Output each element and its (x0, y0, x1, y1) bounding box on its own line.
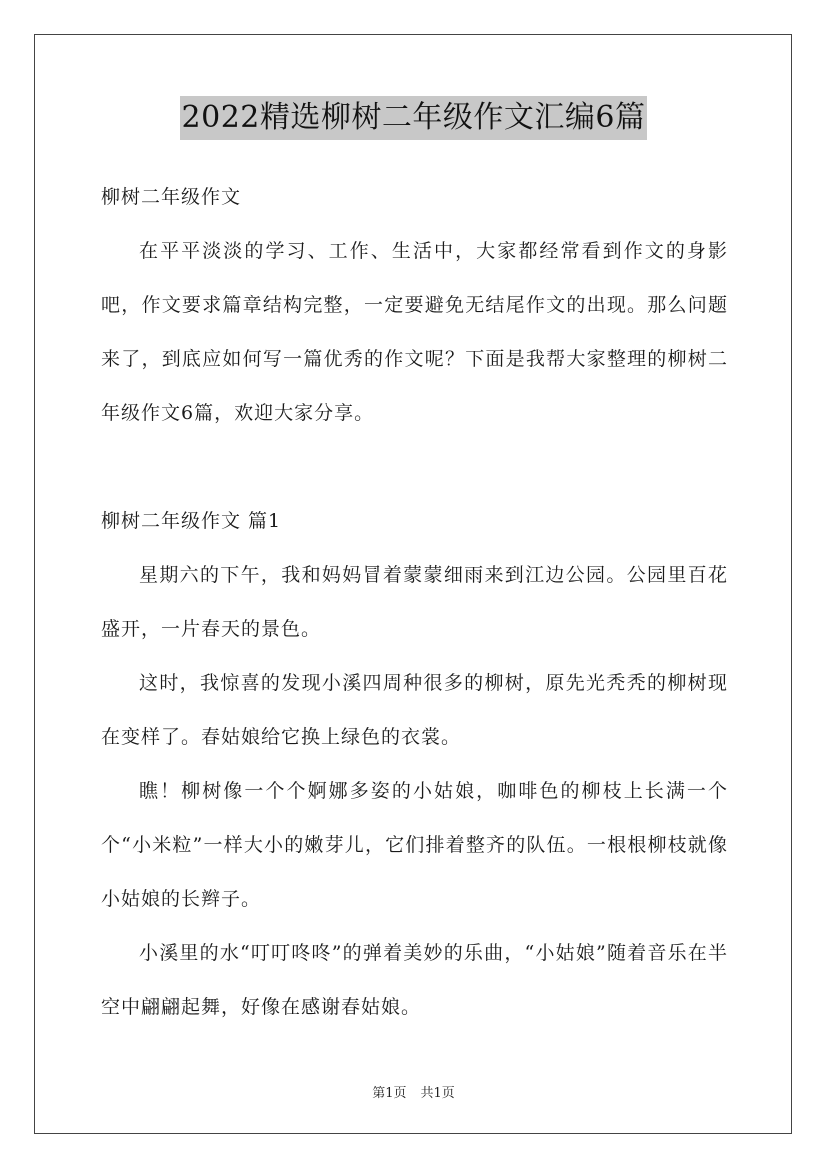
intro-paragraph: 在平平淡淡的学习、工作、生活中，大家都经常看到作文的身影吧，作文要求篇章结构完整，一定要避免无结尾作文的出现。那么问题来了，到底应如何写一篇优秀的作文呢？下面是我帮大家整理的柳树二年级作文6篇，欢迎大家分享。 (101, 240, 728, 424)
section-heading: 柳树二年级作文 篇1 (101, 510, 282, 532)
body-paragraph: 瞧！柳树像一个个婀娜多姿的小姑娘，咖啡色的柳枝上长满一个个“小米粒”一样大小的嫩芽儿，它们排着整齐的队伍。一根根柳枝就像小姑娘的长辫子。 (101, 780, 728, 910)
document-title: 2022精选柳树二年级作文汇编6篇 (180, 96, 648, 140)
body-paragraph: 小溪里的水“叮叮咚咚”的弹着美妙的乐曲，“小姑娘”随着音乐在半空中翩翩起舞，好像在感谢春姑娘。 (101, 942, 728, 1018)
body-paragraph: 星期六的下午，我和妈妈冒着蒙蒙细雨来到江边公园。公园里百花盛开，一片春天的景色。 (101, 564, 728, 640)
title-container (0, 96, 827, 140)
intro-heading: 柳树二年级作文 (101, 186, 242, 208)
body-paragraph: 这时，我惊喜的发现小溪四周种很多的柳树，原先光秃秃的柳树现在变样了。春姑娘给它换上绿色的衣裳。 (101, 672, 728, 748)
page-number-current: 第1页 (372, 1086, 407, 1101)
page-footer (0, 1082, 827, 1101)
page-number-total: 共1页 (420, 1086, 455, 1101)
section-spacer (101, 440, 728, 494)
document-body (101, 170, 728, 1034)
